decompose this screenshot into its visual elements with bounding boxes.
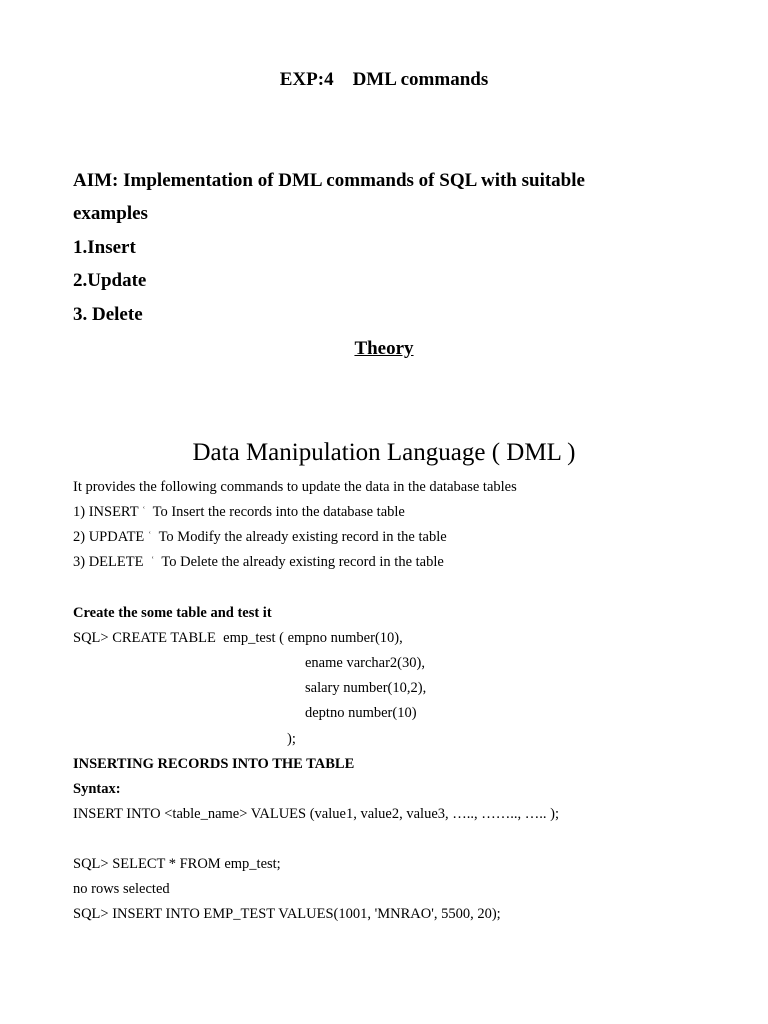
aim-line-1: AIM: Implementation of DML commands of SQL with suitable xyxy=(73,170,585,191)
syntax-label: Syntax: xyxy=(73,781,121,797)
create-sql-line-2: ename varchar2(30), xyxy=(305,655,425,671)
command-delete xyxy=(73,555,444,570)
aim-line-2: examples xyxy=(73,203,148,224)
document-title: EXP:4 DML commands xyxy=(279,69,489,90)
separator-glyph: ʿ xyxy=(150,555,155,567)
select-sql: SQL> SELECT * FROM emp_test; xyxy=(73,856,281,872)
separator-glyph: ʿ xyxy=(141,505,146,517)
command-desc: To Delete the already existing record in the table xyxy=(154,554,444,570)
create-sql-line-3: salary number(10,2), xyxy=(305,680,427,696)
intro-text: It provides the following commands to update the data in the database tables xyxy=(73,479,517,495)
command-update xyxy=(73,530,447,545)
separator-glyph: ʿ xyxy=(147,530,152,542)
theory-heading-text: Theory xyxy=(354,338,414,359)
command-desc: To Insert the records into the database table xyxy=(145,504,405,520)
command-name: 3) DELETE xyxy=(73,554,151,570)
command-insert xyxy=(73,505,405,520)
command-desc: To Modify the already existing record in the table xyxy=(151,529,447,545)
aim-item-delete: 3. Delete xyxy=(73,304,143,325)
syntax-text: INSERT INTO <table_name> VALUES (value1, value2, value3, ….., …….., ….. ); xyxy=(73,806,559,822)
section-heading: Data Manipulation Language ( DML ) xyxy=(192,439,576,466)
command-name: 2) UPDATE xyxy=(73,529,148,545)
command-name: 1) INSERT xyxy=(73,504,142,520)
insert-sql: SQL> INSERT INTO EMP_TEST VALUES(1001, 'MNRAO', 5500, 20); xyxy=(73,906,501,922)
create-sql-line-1: SQL> CREATE TABLE emp_test ( empno number(10), xyxy=(73,630,403,646)
theory-heading xyxy=(0,339,768,358)
create-sql-line-4: deptno number(10) xyxy=(305,705,417,721)
inserting-heading: INSERTING RECORDS INTO THE TABLE xyxy=(73,756,355,772)
aim-item-insert: 1.Insert xyxy=(73,237,136,258)
aim-item-update: 2.Update xyxy=(73,270,147,291)
create-heading: Create the some table and test it xyxy=(73,605,272,621)
create-sql-line-5: ); xyxy=(287,731,296,747)
select-result: no rows selected xyxy=(73,881,170,897)
